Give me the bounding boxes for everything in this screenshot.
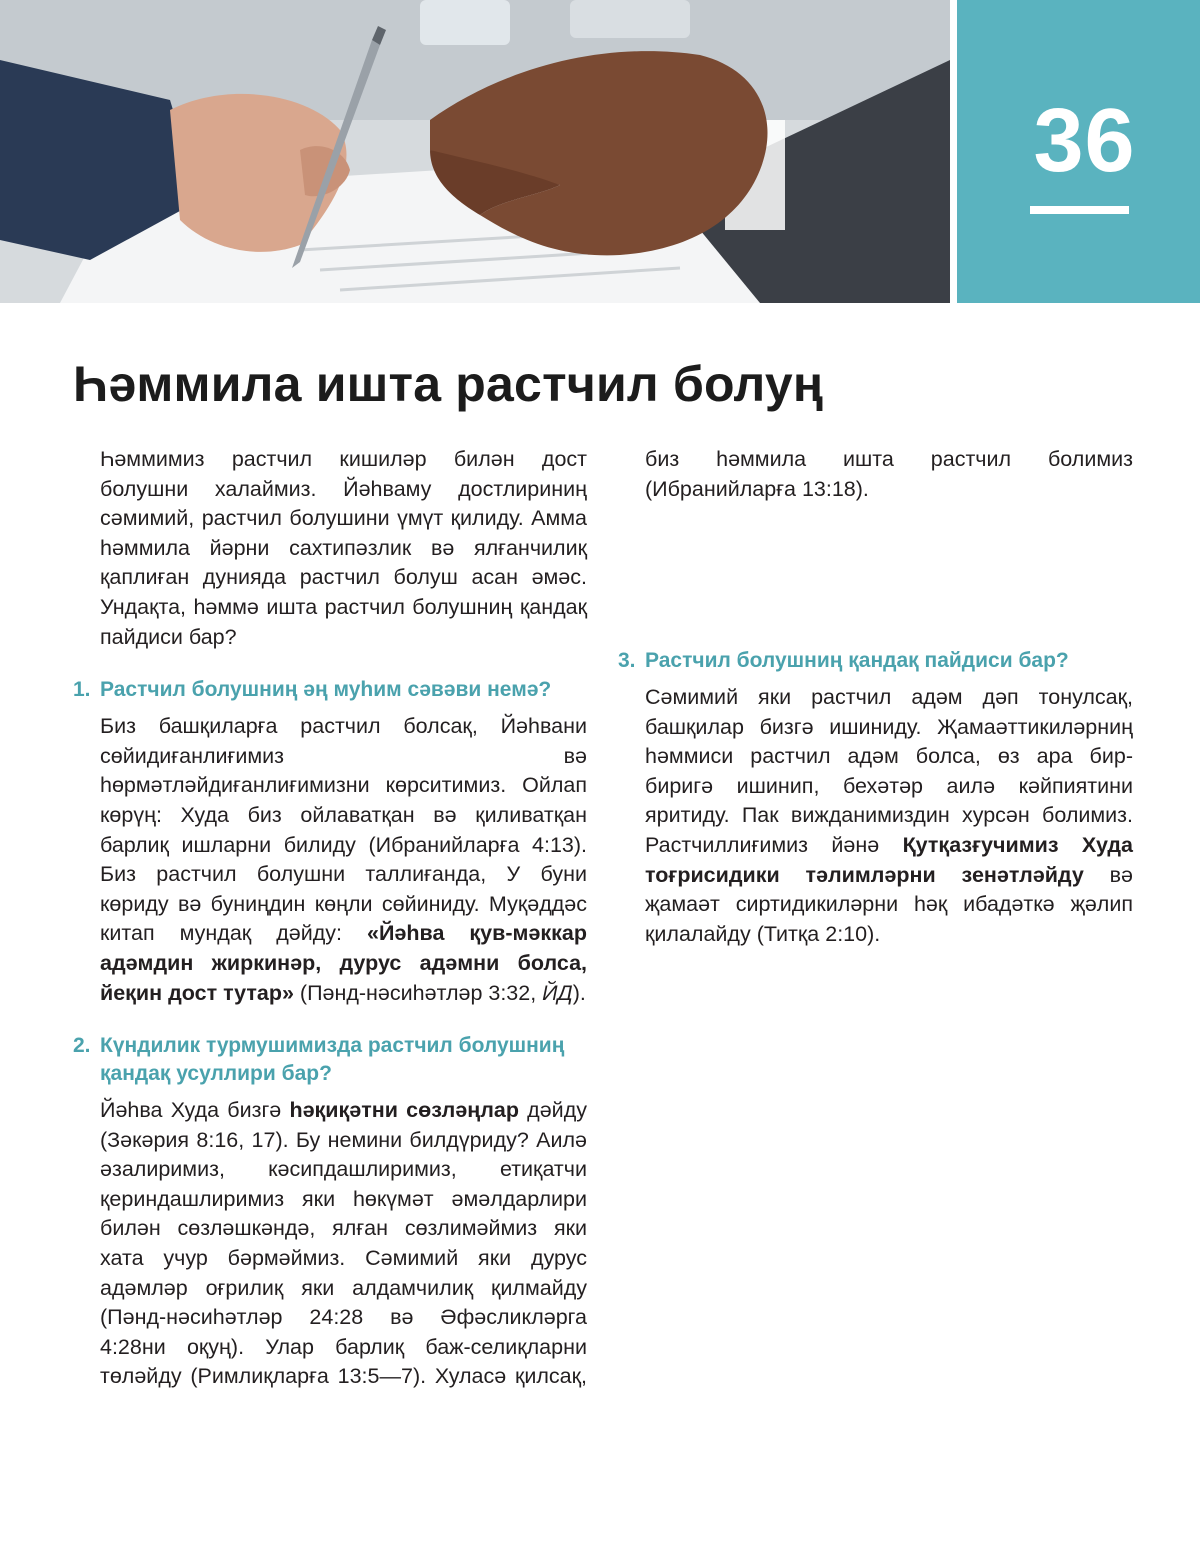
question-2-number: 2.: [73, 1034, 91, 1058]
answer-1-quote: «Йәһва қув-мәккар адәмдин жиркинәр, дурус адәмни болса, йеқин дост тутар»: [100, 921, 587, 1005]
answer-1-end: ).: [572, 980, 586, 1005]
right-column: [618, 445, 1133, 949]
answer-3-text: Сәмимий яки растчил адәм дәп тонулсақ, башқилар бизгә ишиниду. Җамаәттикиләрниң һәммиси растчил адәм болса, өз ара бир-биригә ишинип, бехәтәр аилә кәйпиятини яритиду. Пак вижданимиздин хурсән болимиз. Растчиллиғимиз йәнә: [645, 685, 1133, 857]
lesson-number: 36: [1033, 91, 1136, 191]
answer-1-citation: (Пәнд-нәсиһәтләр 3:32,: [293, 980, 543, 1005]
question-2-heading: [73, 1032, 587, 1088]
intro-paragraph: Һәммимиз растчил кишиләр билән дост болушни халаймиз. Йәһваму достлириниң сәмимий, растчил болушини үмүт қилиду. Амма һәммила йәрни сахтипәзлик вә ялғанчилиқ қаплиған дунияда растчил болуш асан әмәс. Ундақта, һәммә ишта растчил болушниң қандақ пайдиси бар?: [100, 447, 587, 649]
question-1-heading: [73, 676, 587, 704]
hero-illustration: [0, 0, 950, 303]
answer-2-continuation: дәйду (Зәкәрия 8:16, 17). Бу немини билдүриду? Аилә әзалиримиз, кәсипдашлиримиз, етиқатчи қериндашлиримиз яки һөкүмәт әмәлдарлири билән сөзләшкәндә, ялған сөзлимәймиз яки хата учур бәрмәймиз. Сәмимий яки дурус адәмләр оғрилиқ яки алдамчилиқ қилмайду (Пәнд-нәсиһәтләр 24:28 вә Әфәсликләрга 4:28ни оқуң). Улар барлиқ баж-селиқларни төләйду (Римлиқларға 13:5—7). Хуласә қилсақ,: [100, 1098, 587, 1389]
question-2-text: Күндилик турмушимизда растчил болушниң қандақ усуллири бар?: [100, 1034, 565, 1086]
question-3-text: Растчил болушниң қандақ пайдиси бар?: [645, 649, 1069, 672]
answer-1-text: Биз башқиларға растчил болсақ, Йәһвани сөйидиғанлиғимиз вә һөрмәтләйдиғанлиғимизни көрситимиз. Ойлап көрүң: Худа биз ойлаватқан вә қиливатқан барлиқ ишларни билиду (Ибранийларға 4:13). Биз растчил болушни таллиғанда, У буни көриду вә буниңдин көңли сөйиниду. Муқәддәс китап мундақ дәйду:: [100, 714, 587, 946]
hero-photo: [0, 0, 950, 303]
answer-1-translation-abbrev: ЙД: [542, 980, 573, 1005]
answer-2-paragraph-continued: [645, 445, 1133, 623]
left-column: [73, 445, 587, 1392]
answer-2-paragraph: [100, 1096, 587, 1392]
answer-1-paragraph: [100, 712, 587, 1008]
answer-2-continuation-repeat: биз һәммила ишта растчил болимиз (Ибранийларға 13:18).: [645, 446, 1133, 501]
answer-3-emphasis: Қутқазғучимиз Худа тоғрисидики тәлимләрни зенәтләйду: [645, 832, 1133, 887]
answer-3-paragraph: [645, 683, 1133, 949]
page-title: Һәммила ишта растчил болуң: [73, 356, 824, 412]
question-3-heading: [618, 647, 1133, 675]
lesson-number-box: [957, 0, 1200, 303]
answer-3-continuation: вә җамаәт сиртидикиләрни һәқ ибадәткә җәлип қилалайду (Титқа 2:10).: [645, 862, 1133, 946]
question-3-number: 3.: [618, 649, 636, 672]
answer-2-text: Йәһва Худа бизгә: [100, 1098, 290, 1123]
answer-2-overflow: [645, 445, 1133, 504]
question-1-text: Растчил болушниң әң муһим сәвәви немә?: [100, 678, 552, 702]
question-1-number: 1.: [73, 678, 91, 702]
answer-2-emphasis: һәқиқәтни сөзләңлар: [289, 1098, 519, 1123]
lesson-number-underline: [1030, 206, 1129, 214]
